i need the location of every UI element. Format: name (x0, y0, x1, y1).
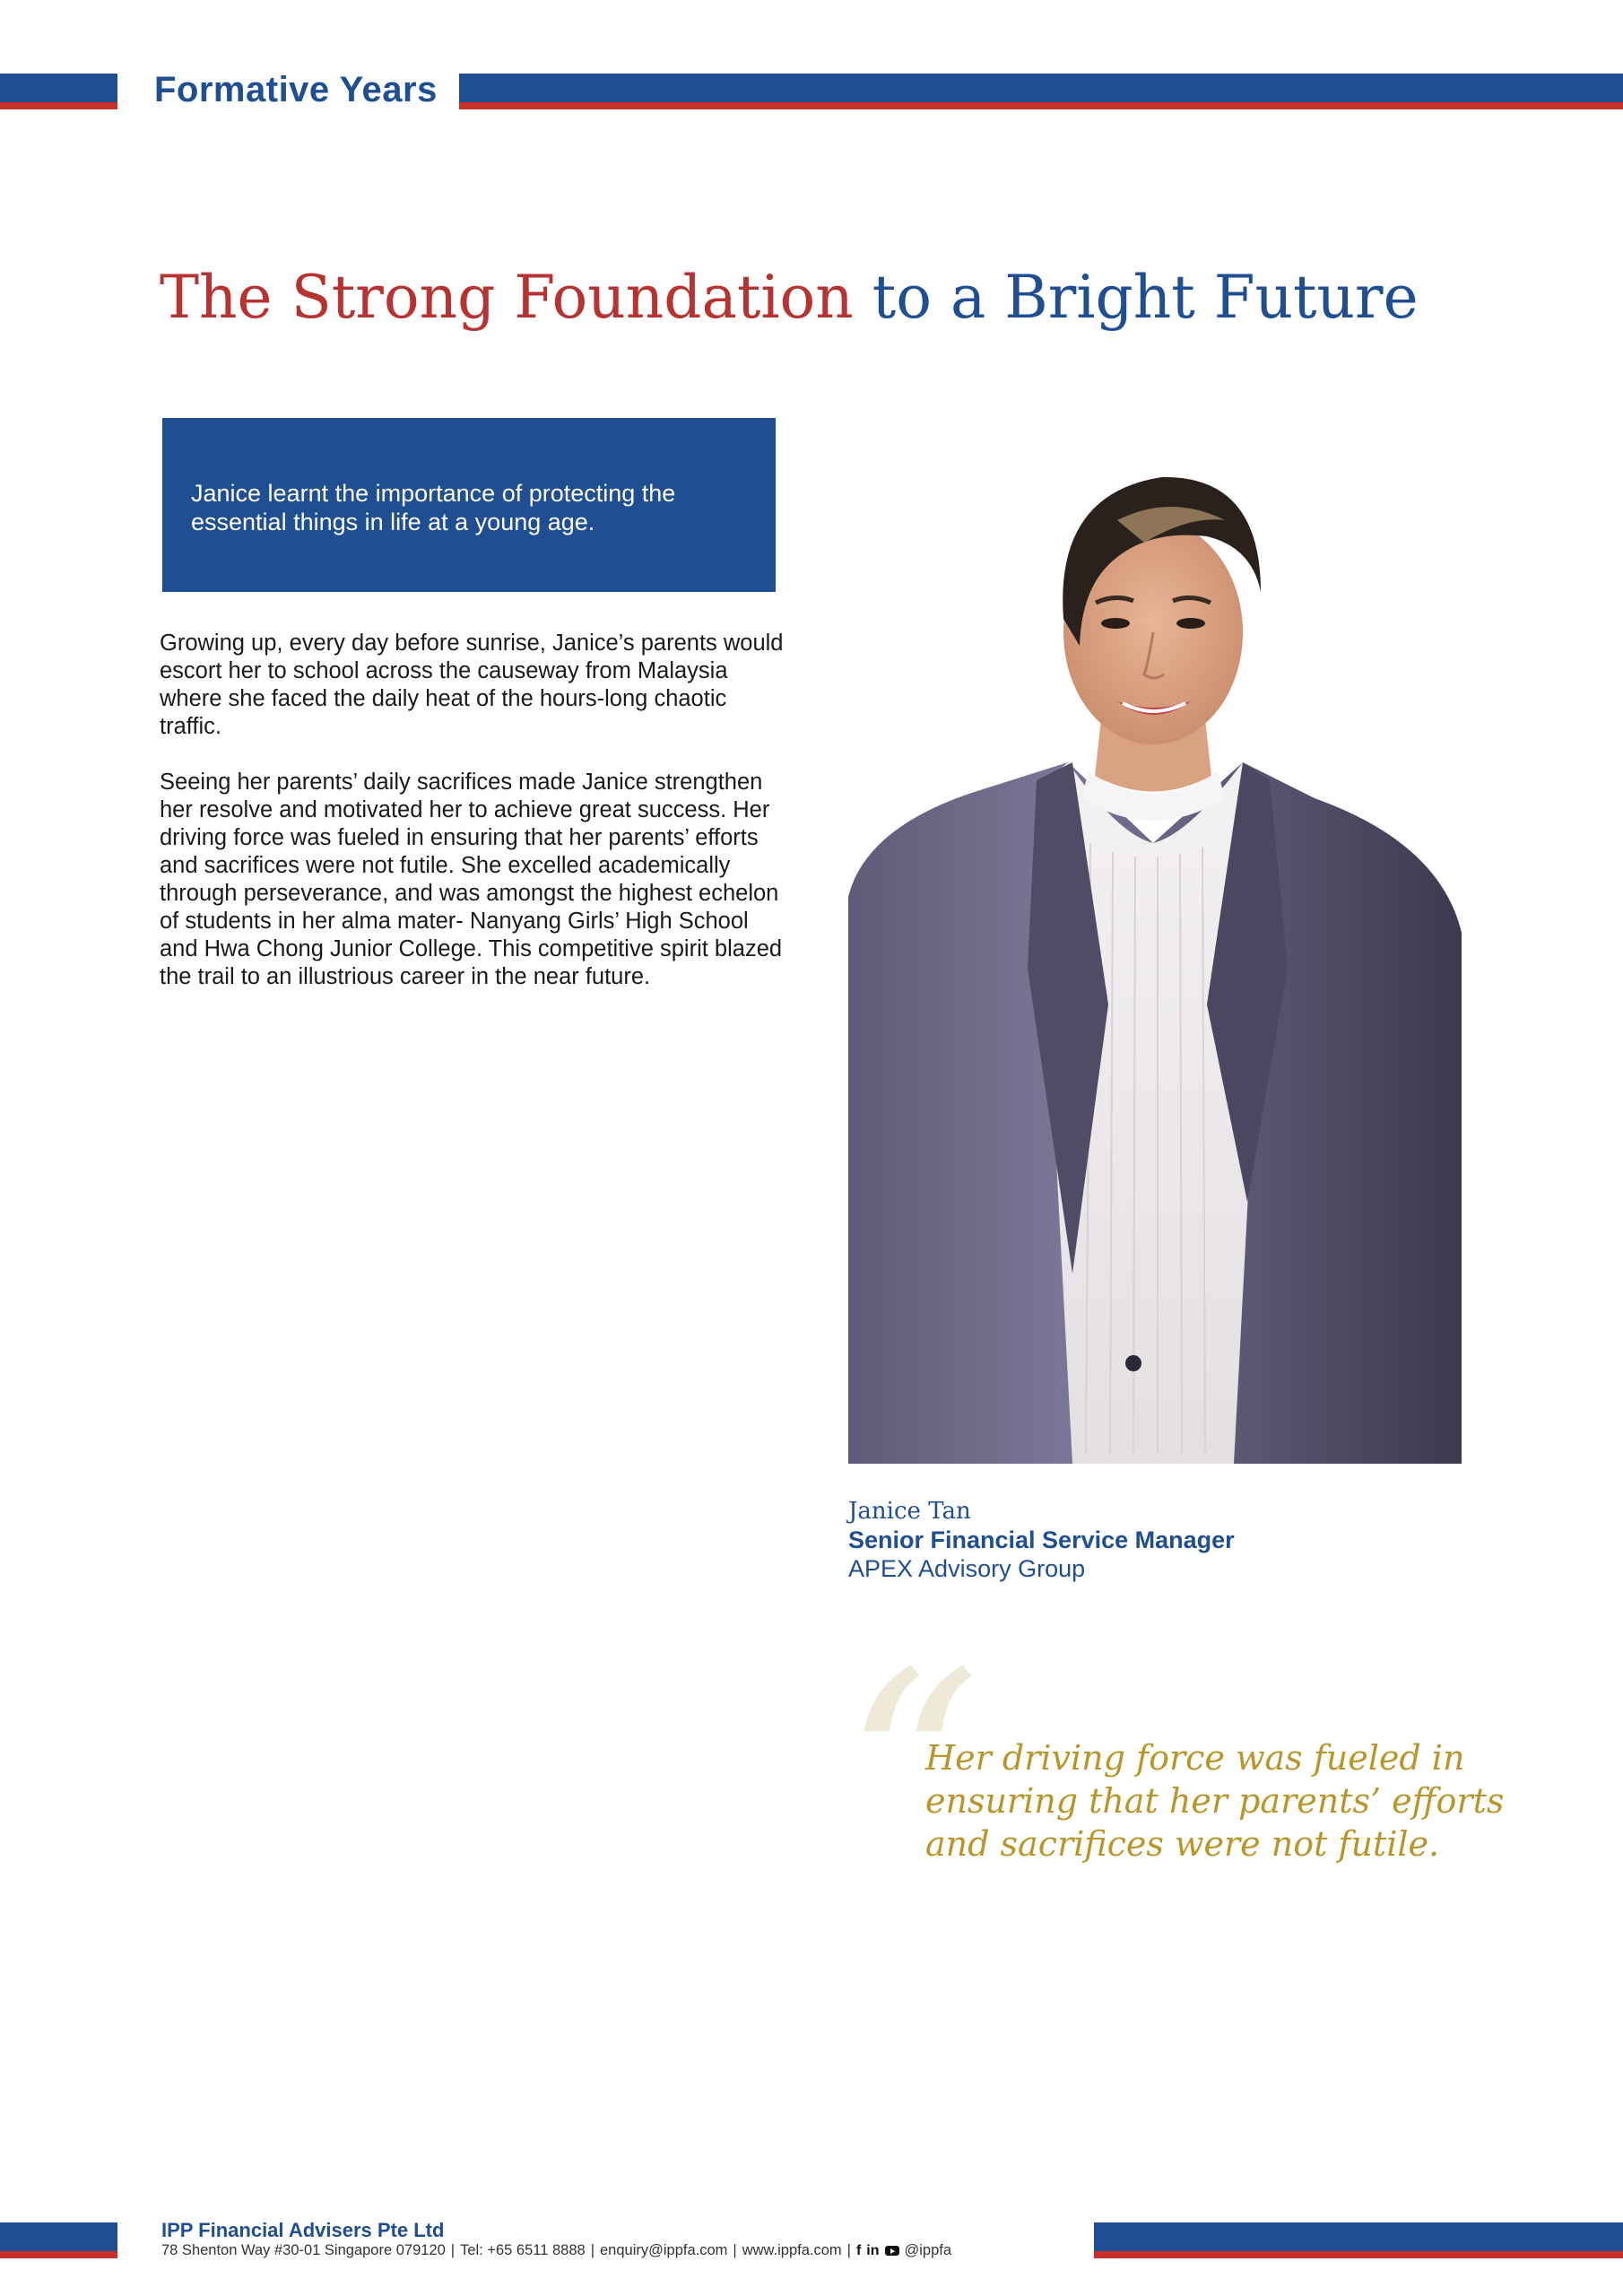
person-role: Senior Financial Service Manager (848, 1526, 1235, 1553)
footer-phone: Tel: +65 6511 8888 (460, 2242, 586, 2258)
title-part-red: The Strong Foundation (160, 263, 854, 332)
footer-separator: | (450, 2242, 456, 2258)
intro-box (162, 418, 776, 592)
person-organization: APEX Advisory Group (848, 1555, 1086, 1582)
page-title (160, 265, 1419, 331)
intro-text: Janice learnt the importance of protecting the essential things in life at a young age. (191, 480, 676, 535)
footer-social-handle[interactable]: @ippfa (904, 2242, 952, 2258)
footer-band-right (1094, 2222, 1623, 2258)
pull-quote: Her driving force was fueled in ensuring that her parents’ efforts and sacrifices were not futile. (925, 1738, 1505, 1864)
footer-email-link[interactable]: enquiry@ippfa.com (600, 2242, 728, 2258)
person-name: Janice Tan (848, 1498, 971, 1525)
section-label: Formative Years (154, 70, 438, 109)
footer-band-left (0, 2222, 117, 2258)
portrait-photo (848, 466, 1462, 1464)
facebook-icon[interactable]: f (855, 2242, 862, 2258)
footer-company: IPP Financial Advisers Pte Ltd (161, 2219, 445, 2241)
title-part-blue: to a Bright Future (853, 263, 1419, 332)
footer-contact-line (161, 2242, 951, 2259)
footer-address: 78 Shenton Way #30-01 Singapore 079120 (161, 2242, 446, 2258)
body-paragraph-2: Seeing her parents’ daily sacrifices made Janice strengthen her resolve and motivated her to achieve great success. Her driving force was fueled in ensuring that her parents’ efforts and sacrifices were not futile. She excelled academically through perseverance, and was amongst the highest echelon of students in her alma mater- Nanyang Girls’ High School and Hwa Chong Junior College. This competitive spirit blazed the trail to an illustrious career in the near future. (160, 770, 783, 989)
top-band-right (459, 74, 1623, 109)
top-band-left (0, 74, 117, 109)
footer-separator: | (846, 2242, 851, 2258)
footer-separator: | (733, 2242, 737, 2258)
quote-mark-icon: “ (843, 1615, 981, 1928)
body-paragraph-1: Growing up, every day before sunrise, Janice’s parents would escort her to school across the causeway from Malaysia where she faced the daily heat of the hours-long chaotic traffic. (160, 631, 784, 739)
footer-website-link[interactable]: www.ippfa.com (742, 2242, 842, 2258)
footer-separator: | (590, 2242, 595, 2258)
linkedin-icon[interactable]: in (866, 2242, 880, 2258)
youtube-icon[interactable] (885, 2246, 899, 2256)
